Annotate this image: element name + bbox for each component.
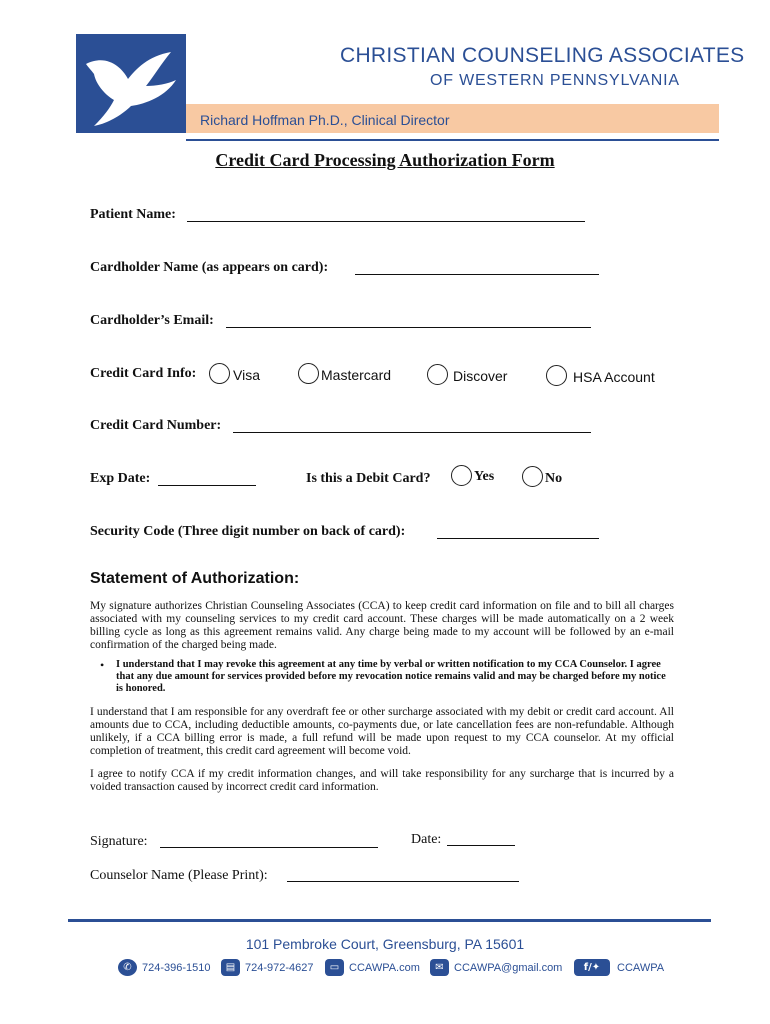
exp-date-field[interactable] xyxy=(158,471,256,486)
mail-icon: ✉ xyxy=(430,959,449,976)
security-code-field[interactable] xyxy=(437,524,599,539)
signature-label: Signature: xyxy=(90,834,148,849)
org-region: OF WESTERN PENNSYLVANIA xyxy=(430,72,680,89)
logo xyxy=(76,34,186,133)
debit-question: Is this a Debit Card? xyxy=(306,471,431,486)
footer-address: 101 Pembroke Court, Greensburg, PA 15601 xyxy=(245,936,525,952)
hsa-account-radio[interactable] xyxy=(546,365,567,386)
statement-bullet: I understand that I may revoke this agreement at any time by verbal or written notification to my CCA Counselor. I agree that any due amount for services provided before my revocation notice remains valid and may be charged before my notice is honored. xyxy=(116,659,666,694)
hsa-account-label: HSA Account xyxy=(573,369,655,385)
footer-social[interactable]: CCAWPA xyxy=(617,962,665,974)
form-title: Credit Card Processing Authorization Form xyxy=(215,150,555,170)
cardholder-email-field[interactable] xyxy=(226,313,591,328)
statement-paragraph-2: I understand that I am responsible for any overdraft fee or other surcharge associated with my debit or credit card account. All amounts due to CCA, including deductible amounts, co-payments due, or late cancellation fees are non-refundable. Although unlikely, if a CCA billing error is made, a full refund will be made upon request to my CCA counselor. At my official completion of treatment, this credit card agreement will become void. xyxy=(90,706,674,757)
counselor-name-label: Counselor Name (Please Print): xyxy=(90,868,268,883)
date-field[interactable] xyxy=(447,831,515,846)
debit-no-label: No xyxy=(545,471,563,486)
clinical-director: Richard Hoffman Ph.D., Clinical Director xyxy=(200,112,450,128)
cardholder-name-label: Cardholder Name (as appears on card): xyxy=(90,260,329,275)
exp-date-label: Exp Date: xyxy=(90,471,151,486)
card-number-field[interactable] xyxy=(233,418,591,433)
card-number-label: Credit Card Number: xyxy=(90,418,222,433)
footer-email[interactable]: CCAWPA@gmail.com xyxy=(454,962,563,974)
footer-divider xyxy=(68,919,711,922)
cardholder-name-field[interactable] xyxy=(355,260,599,275)
debit-no-radio[interactable] xyxy=(522,466,543,487)
footer-fax[interactable]: 724-972-4627 xyxy=(245,962,314,974)
phone-icon: ✆ xyxy=(118,959,137,976)
fax-icon: ▤ xyxy=(221,959,240,976)
patient-name-label: Patient Name: xyxy=(90,207,176,222)
security-code-label: Security Code (Three digit number on back of card): xyxy=(90,524,406,539)
mastercard-radio[interactable] xyxy=(298,363,319,384)
footer-website[interactable]: CCAWPA.com xyxy=(349,962,420,974)
computer-icon: ▭ xyxy=(325,959,344,976)
social-icon: f/✦ xyxy=(574,959,610,976)
dove-icon xyxy=(76,34,186,133)
statement-heading: Statement of Authorization: xyxy=(90,570,300,587)
date-label: Date: xyxy=(411,832,442,847)
discover-label: Discover xyxy=(453,368,508,384)
org-name: CHRISTIAN COUNSELING ASSOCIATES xyxy=(340,44,745,67)
visa-radio[interactable] xyxy=(209,363,230,384)
card-info-label: Credit Card Info: xyxy=(90,366,197,381)
statement-paragraph-3: I agree to notify CCA if my credit information changes, and will take responsibility for any surcharge that is incurred by a voided transaction caused by incorrect credit card information. xyxy=(90,768,674,793)
visa-label: Visa xyxy=(233,367,260,383)
cardholder-email-label: Cardholder’s Email: xyxy=(90,313,214,328)
statement-paragraph-1: My signature authorizes Christian Counseling Associates (CCA) to keep credit card information on file and to bill all charges associated with my counseling services to my credit card account. These charges will be made automatically on a 2 week billing cycle as long as this agreement remains valid. Any charge being made to my account will be followed by an e-mail confirmation of the charged being made. xyxy=(90,600,674,651)
discover-radio[interactable] xyxy=(427,364,448,385)
header-divider xyxy=(186,139,719,141)
bullet-icon: • xyxy=(100,658,105,672)
footer-phone[interactable]: 724-396-1510 xyxy=(142,962,211,974)
mastercard-label: Mastercard xyxy=(321,367,392,383)
debit-yes-label: Yes xyxy=(474,469,495,484)
debit-yes-radio[interactable] xyxy=(451,465,472,486)
signature-field[interactable] xyxy=(160,833,378,848)
counselor-name-field[interactable] xyxy=(287,867,519,882)
patient-name-field[interactable] xyxy=(187,207,585,222)
